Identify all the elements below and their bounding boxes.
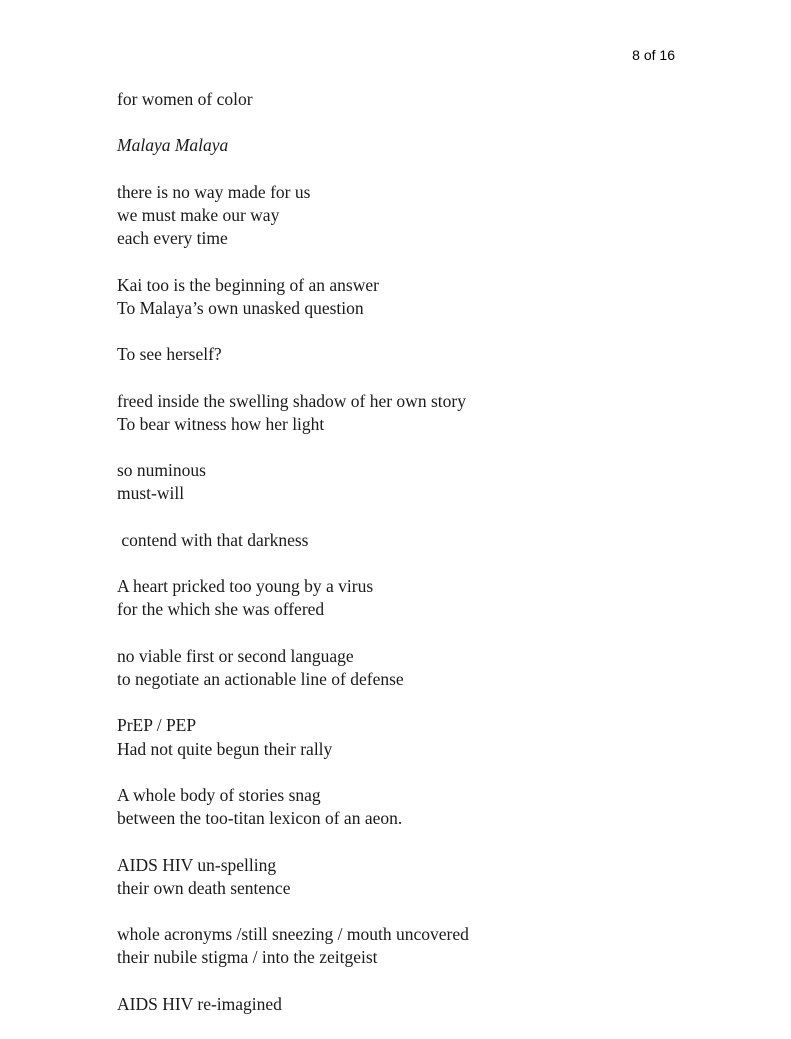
poem-line: for the which she was offered — [117, 599, 325, 620]
poem-line: contend with that darkness — [117, 529, 309, 550]
poem-line: PrEP / PEP — [117, 715, 197, 736]
poem-line: we must make our way — [117, 204, 280, 225]
poem-body — [117, 88, 717, 1039]
page-number: 8 of 16 — [632, 47, 675, 63]
poem-line: between the too-titan lexicon of an aeon. — [117, 808, 403, 829]
stanza — [117, 784, 717, 830]
poem-line: Had not quite begun their rally — [117, 738, 333, 759]
poem-line: To bear witness how her light — [117, 413, 325, 434]
poem-line: AIDS HIV re-imagined — [117, 993, 282, 1014]
poem-line: each every time — [117, 228, 228, 249]
stanza — [117, 390, 717, 436]
stanza — [117, 993, 717, 1016]
poem-line: To Malaya’s own unasked question — [117, 297, 364, 318]
poem-line: no viable first or second language — [117, 645, 354, 666]
stanza — [117, 714, 717, 760]
poem-line: Kai too is the beginning of an answer — [117, 274, 379, 295]
poem-line: whole acronyms /still sneezing / mouth uncovered — [117, 924, 469, 945]
poem-line: for women of color — [117, 89, 253, 109]
poem-line: must-will — [117, 483, 185, 504]
stanza — [117, 645, 717, 691]
stanza — [117, 181, 717, 251]
poem-line: there is no way made for us — [117, 181, 311, 202]
stanza — [117, 923, 717, 969]
poem-line: freed inside the swelling shadow of her own story — [117, 390, 466, 411]
stanza — [117, 88, 717, 111]
poem-line: A whole body of stories snag — [117, 784, 321, 805]
poem-line: so numinous — [117, 460, 206, 481]
stanza — [117, 343, 717, 366]
poem-title: Malaya Malaya — [117, 135, 229, 156]
poem-line: AIDS HIV un-spelling — [117, 854, 277, 875]
poem-line: To see herself? — [117, 344, 222, 365]
stanza — [117, 575, 717, 621]
stanza — [117, 854, 717, 900]
poem-line: to negotiate an actionable line of defense — [117, 668, 404, 689]
stanza — [117, 529, 717, 552]
stanza-poem-title — [117, 134, 717, 157]
poem-line: their nubile stigma / into the zeitgeist — [117, 947, 378, 968]
poem-line: A heart pricked too young by a virus — [117, 576, 374, 597]
stanza — [117, 274, 717, 320]
poem-line: their own death sentence — [117, 877, 291, 898]
stanza — [117, 459, 717, 505]
